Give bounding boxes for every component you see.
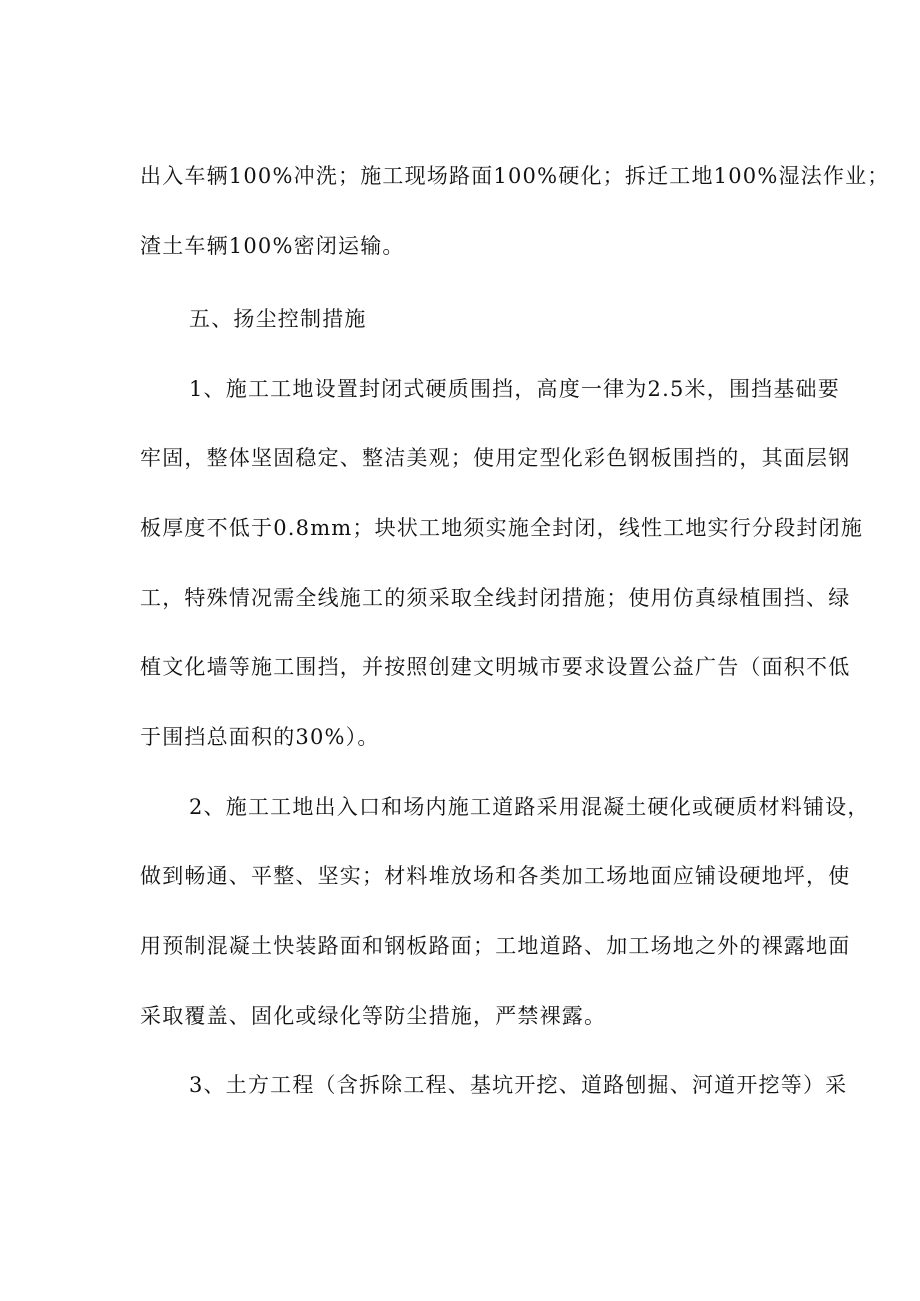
text-line: 板厚度不低于0.8mm；块状工地须实施全封闭，线性工地实行分段封闭施	[140, 516, 864, 540]
text-line: 牢固，整体坚固稳定、整洁美观；使用定型化彩色钢板围挡的，其面层钢	[140, 446, 851, 470]
text-line: 用预制混凝土快装路面和钢板路面；工地道路、加工场地之外的裸露地面	[140, 934, 851, 958]
text-line: 于围挡总面积的30%）。	[140, 725, 380, 749]
text-line: 1、施工工地设置封闭式硬质围挡，高度一律为2.5米，围挡基础要	[189, 377, 840, 401]
text-line: 植文化墙等施工围挡，并按照创建文明城市要求设置公益广告（面积不低	[140, 655, 851, 679]
text-line: 出入车辆100%冲洗；施工现场路面100%硬化；拆迁工地100%湿法作业；	[140, 164, 890, 188]
text-line: 2、施工工地出入口和场内施工道路采用混凝土硬化或硬质材料铺设，	[189, 795, 870, 819]
text-line: 3、土方工程（含拆除工程、基坑开挖、道路刨掘、河道开挖等）采	[189, 1073, 848, 1097]
section-heading: 五、扬尘控制措施	[189, 307, 367, 331]
text-line: 采取覆盖、固化或绿化等防尘措施，严禁裸露。	[140, 1004, 607, 1028]
text-line: 工，特殊情况需全线施工的须采取全线封闭措施；使用仿真绿植围挡、绿	[140, 586, 851, 610]
text-line: 做到畅通、平整、坚实；材料堆放场和各类加工场地面应铺设硬地坪，使	[140, 864, 851, 888]
text-line: 渣土车辆100%密闭运输。	[140, 234, 405, 258]
